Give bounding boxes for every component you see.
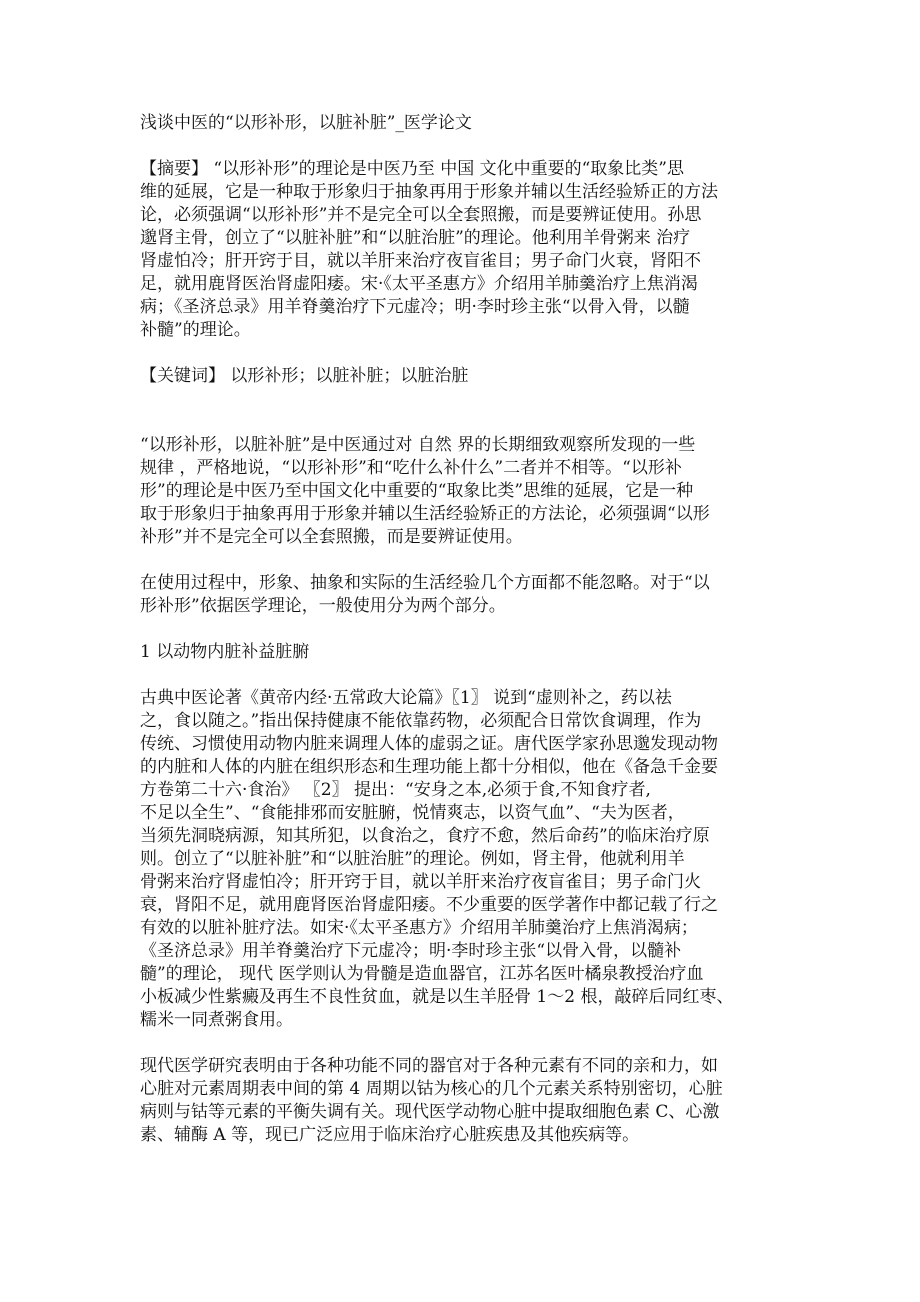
body-paragraph [140, 572, 780, 618]
paragraph-line: 《圣济总录》用羊脊羹治疗下元虚冷；明·李时珍主张“以骨入骨，以髓补 [140, 941, 682, 961]
section-heading-text: 1 以动物内脏补益脏腑 [140, 642, 310, 662]
abstract-line: 肾虚怕冷；肝开窍于目，就以羊肝来治疗夜盲雀目；男子命门火衰，肾阳不 [140, 251, 701, 271]
paragraph-line: 规律 ，严格地说，“以形补形”和“吃什么补什么”二者并不相等。“以形补 [140, 458, 682, 478]
abstract-line: 邈肾主骨，创立了“以脏补脏”和“以脏治脏”的理论。他利用羊骨粥来 治疗 [140, 228, 691, 248]
body-paragraph [140, 434, 780, 549]
paragraph-line: 不足以全生”、“食能排邪而安脏腑，悦情爽志，以资气血”、“夫为医者， [140, 803, 685, 823]
paragraph-line: “以形补形，以脏补脏”是中医通过对 自然 界的长期细致观察所发现的一些 [140, 435, 696, 455]
paragraph-line: 病则与钴等元素的平衡失调有关。现代医学动物心脏中提取细胞色素 C、心激 [140, 1102, 720, 1122]
document-title: 浅谈中医的“以形补形，以脏补脏”_医学论文 [140, 113, 472, 133]
abstract-line: 足，就用鹿肾医治肾虚阳痿。宋·《太平圣惠方》介绍用羊肺羹治疗上焦消渴 [140, 274, 698, 294]
paragraph-line: 心脏对元素周期表中间的第 4 周期以钴为核心的几个元素关系特别密切，心脏 [140, 1079, 723, 1099]
paragraph-line: 方卷第二十六·食治》 〖2〗 提出：“安身之本,必须于食,不知食疗者, [140, 780, 651, 800]
paragraph-line: 则。创立了“以脏补脏”和“以脏治脏”的理论。例如，肾主骨，他就利用羊 [140, 849, 685, 869]
body-paragraph [140, 1055, 780, 1147]
paragraph-line: 传统、习惯使用动物内脏来调理人体的虚弱之证。唐代医学家孙思邈发现动物 [140, 734, 718, 754]
paragraph-line: 小板减少性紫癜及再生不良性贫血，就是以生羊胫骨 1～2 根，敲碎后同红枣、 [140, 987, 734, 1007]
paragraph-line: 形补形”依据医学理论，一般使用分为两个部分。 [140, 596, 506, 616]
paragraph-line: 有效的以脏补脏疗法。如宋·《太平圣惠方》介绍用羊肺羹治疗上焦消渴病； [140, 918, 698, 938]
paragraph-line: 形”的理论是中医乃至中国文化中重要的“取象比类”思维的延展，它是一种 [140, 481, 694, 501]
paragraph-line: 髓”的理论， 现代 医学则认为骨髓是造血器官，江苏名医叶橘泉教授治疗血 [140, 964, 704, 984]
document-page [140, 112, 780, 1170]
abstract-section [140, 158, 780, 342]
paragraph-line: 衰，肾阳不足，就用鹿肾医治肾虚阳痿。不少重要的医学著作中都记载了行之 [140, 895, 718, 915]
paragraph-line: 补形”并不是完全可以全套照搬，而是要辨证使用。 [140, 527, 523, 547]
abstract-line: 补髓”的理论。 [140, 320, 251, 340]
paragraph-line: 取于形象归于抽象再用于形象并辅以生活经验矫正的方法论，必须强调“以形 [140, 504, 710, 524]
abstract-line: 【摘要】 “以形补形”的理论是中医乃至 中国 文化中重要的“取象比类”思 [140, 159, 684, 179]
keywords-line: 【关键词】 以形补形；以脏补脏；以脏治脏 [140, 366, 469, 386]
paragraph-line: 之，食以随之。”指出保持健康不能依靠药物，必须配合日常饮食调理，作为 [140, 711, 702, 731]
paragraph-line: 在使用过程中，形象、抽象和实际的生活经验几个方面都不能忽略。对于“以 [140, 573, 710, 593]
paragraph-line: 素、辅酶 A 等，现已广泛应用于临床治疗心脏疾患及其他疾病等。 [140, 1125, 640, 1145]
abstract-line: 维的延展，它是一种取于形象归于抽象再用于形象并辅以生活经验矫正的方法 [140, 182, 718, 202]
section-heading [140, 641, 780, 664]
paragraph-line: 骨粥来治疗肾虚怕冷；肝开窍于目，就以羊肝来治疗夜盲雀目；男子命门火 [140, 872, 701, 892]
body-paragraph [140, 687, 780, 1032]
paragraph-line: 现代医学研究表明由于各种功能不同的器官对于各种元素有不同的亲和力，如 [140, 1056, 718, 1076]
paragraph-line: 当须先洞晓病源，知其所犯，以食治之，食疗不愈，然后命药”的临床治疗原 [140, 826, 710, 846]
paragraph-line: 糯米一同煮粥食用。 [140, 1010, 293, 1030]
abstract-line: 病；《圣济总录》用羊脊羹治疗下元虚冷；明·李时珍主张“以骨入骨，以髓 [140, 297, 690, 317]
paragraph-line: 的内脏和人体的内脏在组织形态和生理功能上都十分相似，他在《备急千金要 [140, 757, 718, 777]
paragraph-line: 古典中医论著《黄帝内经·五常政大论篇》〖1〗 说到“虚则补之，药以祛 [140, 688, 672, 708]
abstract-line: 论，必须强调“以形补形”并不是完全可以全套照搬，而是要辨证使用。孙思 [140, 205, 702, 225]
